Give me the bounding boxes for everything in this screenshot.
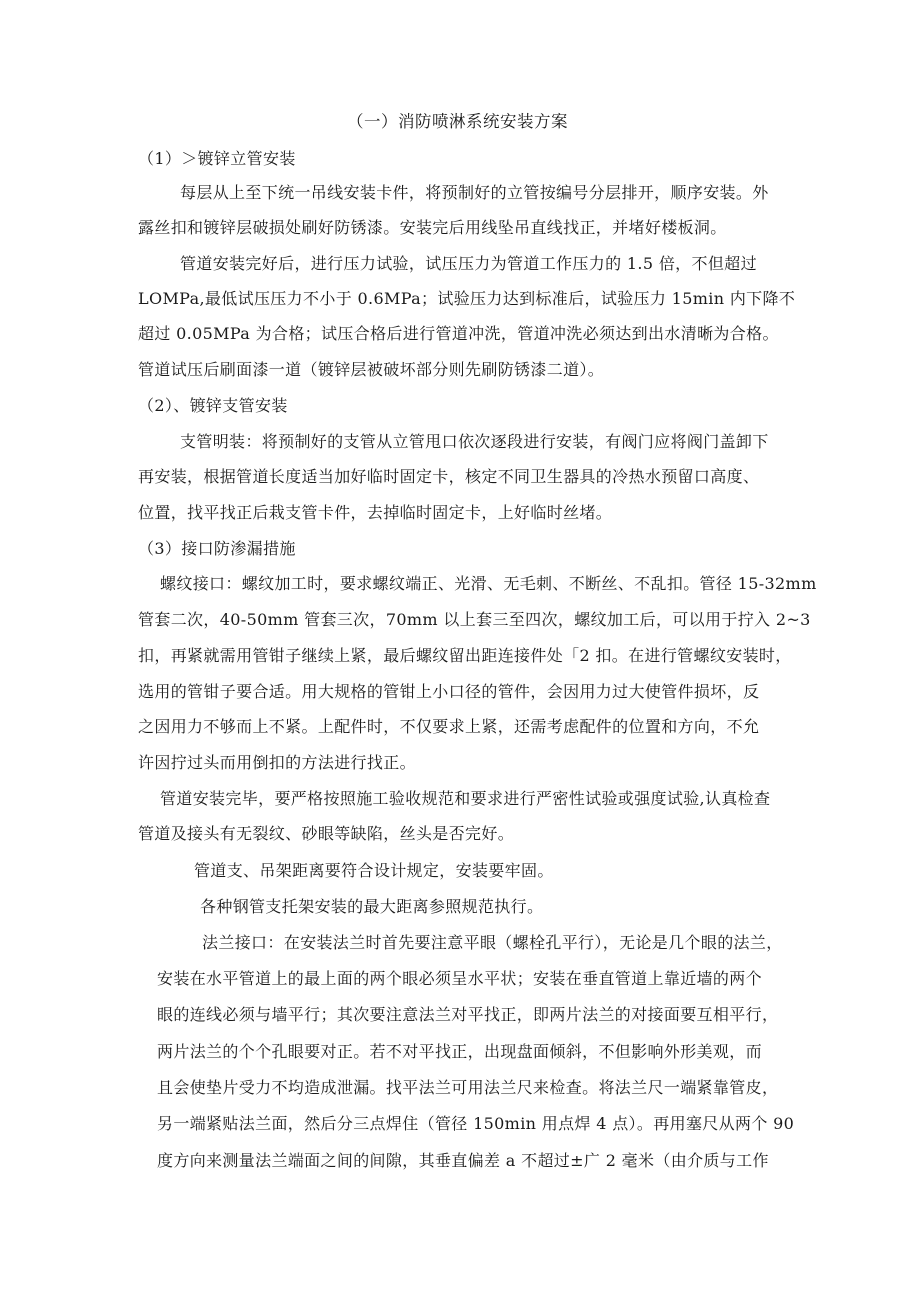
section-heading-leakproof: （3）接口防渗漏措施	[138, 539, 296, 558]
text-line: 管道试压后刷面漆一道（镀锌层被破坏部分则先刷防锈漆二道）。	[138, 360, 605, 379]
text-line: 扣，再紧就需用管钳子继续上紧，最后螺纹留出距连接件处「2 扣。在进行管螺纹安装时，	[138, 646, 792, 665]
text-line: 螺纹接口：螺纹加工时，要求螺纹端正、光滑、无毛刺、不断丝、不乱扣。管径 15-32mm	[160, 574, 817, 593]
section-heading-riser: （1）＞镀锌立管安装	[138, 149, 296, 168]
text-line: 另一端紧贴法兰面，然后分三点焊住（管径 150min 用点焊 4 点）。再用塞尺从两个 90	[157, 1114, 795, 1133]
text-line: 管道安装完好后，进行压力试验，试压压力为管道工作压力的 1.5 倍，不但超过	[180, 254, 757, 273]
text-line: 度方向来测量法兰端面之间的间隙，其垂直偏差 a 不超过±广 2 毫米（由介质与工作	[157, 1151, 769, 1170]
text-line: 管道及接头有无裂纹、砂眼等缺陷，丝头是否完好。	[138, 824, 515, 843]
text-line: 许因拧过头而用倒扣的方法进行找正。	[138, 753, 416, 772]
section-heading-branch: （2）、镀锌支管安装	[138, 396, 288, 415]
text-line: 之因用力不够而上不紧。上配件时，不仅要求上紧，还需考虑配件的位置和方向，不允	[138, 717, 760, 736]
text-line: 选用的管钳子要合适。用大规格的管钳上小口径的管件，会因用力过大使管件损坏，反	[138, 682, 760, 701]
text-line: 法兰接口：在安装法兰时首先要注意平眼（螺栓孔平行），无论是几个眼的法兰，	[202, 933, 783, 952]
text-line: 露丝扣和镀锌层破损处刷好防锈漆。安装完后用线坠吊直线找正，并堵好楼板洞。	[138, 218, 727, 237]
text-line: 再安装，根据管道长度适当加好临时固定卡，核定不同卫生器具的冷热水预留口高度、	[138, 467, 760, 486]
text-line: 支管明装：将预制好的支管从立管甩口依次逐段进行安装，有阀门应将阀门盖卸下	[180, 432, 769, 451]
text-line: 各种钢管支托架安装的最大距离参照规范执行。	[200, 897, 544, 916]
text-line: 管套二次，40-50mm 管套三次，70mm 以上套三至四次，螺纹加工后，可以用于拧入 2~3	[138, 610, 811, 629]
text-line: 两片法兰的个个孔眼要对正。若不对平找正，出现盘面倾斜，不但影响外形美观，而	[157, 1042, 762, 1061]
text-line: 安装在水平管道上的最上面的两个眼必须呈水平状；安装在垂直管道上靠近墙的两个	[157, 969, 762, 988]
text-line: 眼的连线必须与墙平行；其次要注意法兰对平找正，即两片法兰的对接面要互相平行，	[157, 1005, 779, 1024]
document-title: （一）消防喷淋系统安装方案	[347, 112, 568, 131]
text-line: 位置，找平找正后栽支管卡件，去掉临时固定卡，上好临时丝堵。	[138, 503, 613, 522]
text-line: 每层从上至下统一吊线安装卡件，将预制好的立管按编号分层排开，顺序安装。外	[180, 183, 769, 202]
text-line: 管道安装完毕，要严格按照施工验收规范和要求进行严密性试验或强度试验,认真检查	[160, 789, 771, 808]
text-line: 且会使垫片受力不均造成泄漏。找平法兰可用法兰尺来检查。将法兰尺一端紧靠管皮，	[157, 1078, 779, 1097]
text-line: 超过 0.05MPa 为合格；试压合格后进行管道冲洗，管道冲洗必须达到出水清晰为合格。	[138, 324, 779, 343]
text-line: LOMPa,最低试压压力不小于 0.6MPa；试验压力达到标准后，试验压力 15min 内下降不	[138, 289, 796, 308]
text-line: 管道支、吊架距离要符合设计规定，安装要牢固。	[194, 861, 554, 880]
